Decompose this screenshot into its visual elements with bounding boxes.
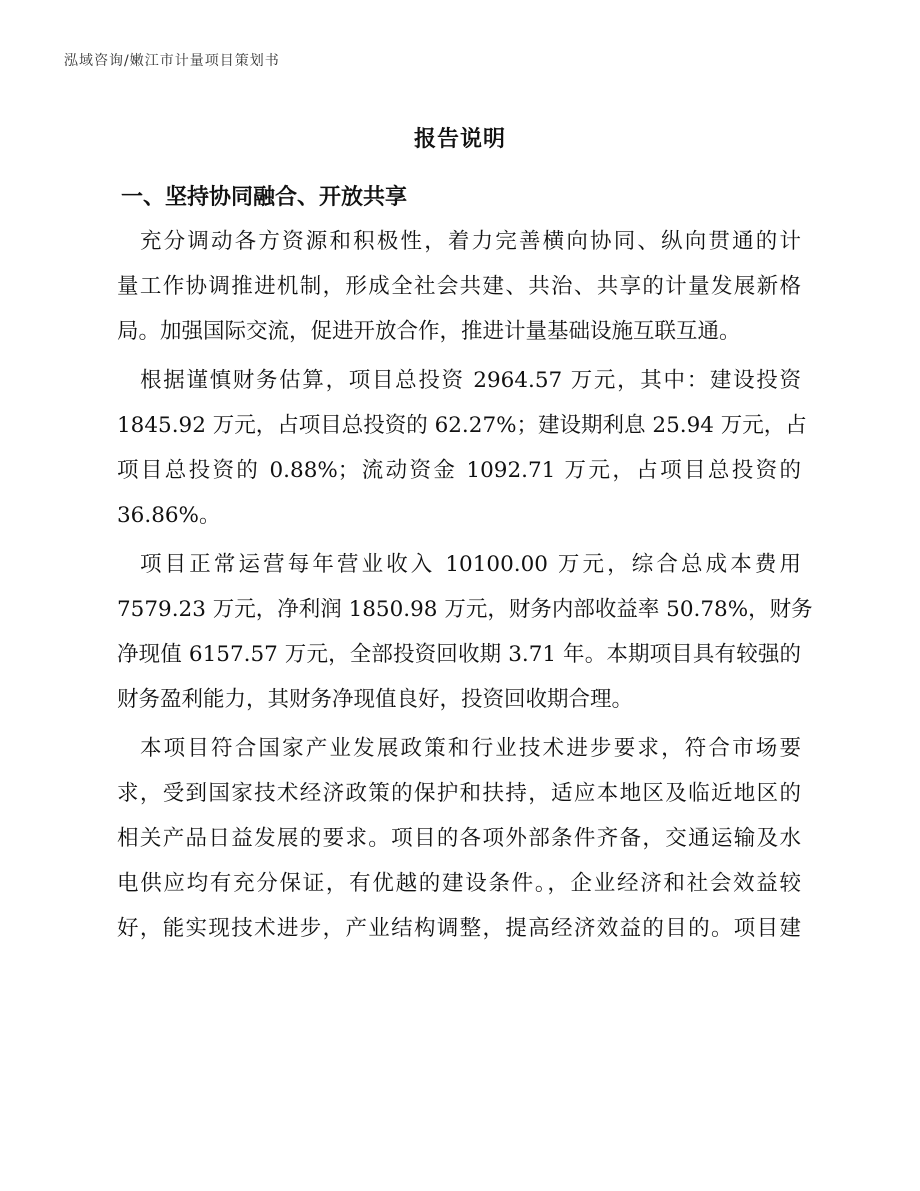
paragraph-line: 36.86%。 <box>117 503 221 528</box>
paragraph-line: 局。加强国际交流，促进开放合作，推进计量基础设施互联互通。 <box>117 319 741 344</box>
paragraph-line: 本项目符合国家产业发展政策和行业技术进步要求，符合市场要 <box>140 736 801 761</box>
paragraph-line: 充分调动各方资源和积极性，着力完善横向协同、纵向贯通的计 <box>140 229 801 254</box>
paragraph <box>117 542 813 722</box>
paragraph <box>117 219 801 354</box>
paragraph-line: 求，受到国家技术经济政策的保护和扶持，适应本地区及临近地区的 <box>117 781 801 806</box>
paragraph-line: 好，能实现技术进步，产业结构调整，提高经济效益的目的。项目建 <box>117 916 801 941</box>
paragraph-line: 项目总投资的 0.88%；流动资金 1092.71 万元，占项目总投资的 <box>117 458 801 483</box>
paragraph-line: 净现值 6157.57 万元，全部投资回收期 3.71 年。本期项目具有较强的 <box>117 642 801 667</box>
paragraph-line: 根据谨慎财务估算，项目总投资 2964.57 万元，其中：建设投资 <box>140 368 801 393</box>
page-title: 报告说明 <box>413 126 506 152</box>
paragraph-line: 1845.92 万元，占项目总投资的 62.27%；建设期利息 25.94 万元，占 <box>117 413 807 438</box>
paragraph <box>117 358 807 538</box>
paragraph-line: 财务盈利能力，其财务净现值良好，投资回收期合理。 <box>117 687 634 712</box>
section-heading: 一、坚持协同融合、开放共享 <box>121 184 408 210</box>
paragraph-line: 项目正常运营每年营业收入 10100.00 万元，综合总成本费用 <box>140 552 801 577</box>
paragraph-line: 7579.23 万元，净利润 1850.98 万元，财务内部收益率 50.78%，财务 <box>117 597 813 622</box>
page-header: 泓域咨询/嫩江市计量项目策划书 <box>64 53 280 69</box>
paragraph-line: 电供应均有充分保证，有优越的建设条件。，企业经济和社会效益较 <box>117 871 801 896</box>
paragraph <box>117 726 801 951</box>
paragraph-line: 相关产品日益发展的要求。项目的各项外部条件齐备，交通运输及水 <box>117 826 801 851</box>
paragraph-line: 量工作协调推进机制，形成全社会共建、共治、共享的计量发展新格 <box>117 274 801 299</box>
document-body <box>117 219 813 955</box>
